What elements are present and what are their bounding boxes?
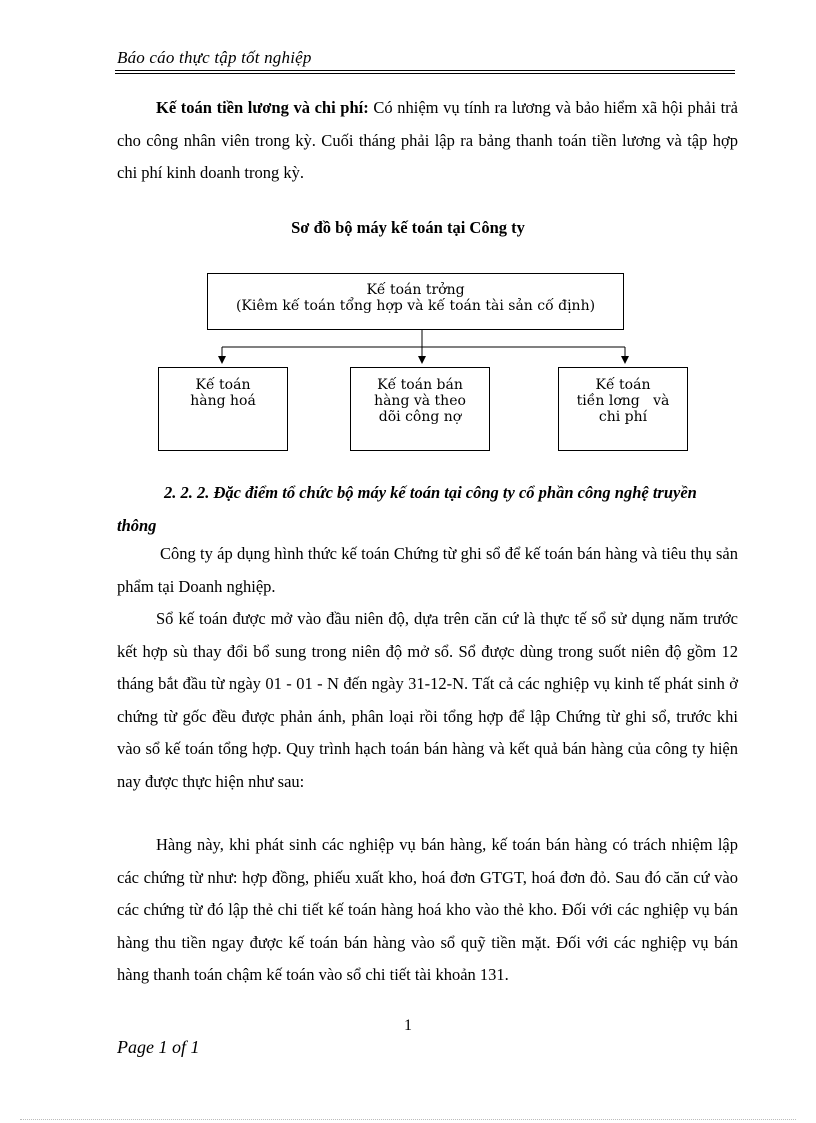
header-rule (115, 70, 735, 71)
body-paragraph-3: Hàng này, khi phát sinh các nghiệp vụ bán hàng, kế toán bán hàng có trách nhiệm lập các chứng từ như: hợp đồng, phiếu xuất kho, hoá đơn GTGT, hoá đơn đỏ. Sau đó căn cứ vào các chứng từ đó lập thẻ chi tiết kế toán hàng hoá kho vào thẻ kho. Đối với các nghiệp vụ bán hàng thu tiền ngay được kế toán bán hàng vào sổ quỹ tiền mặt. Đối với các nghiệp vụ bán hàng thanh toán chậm kế toán vào sổ chi tiết tài khoản 131. (117, 835, 738, 984)
page-footer: Page 1 of 1 (117, 1037, 200, 1057)
header-rule-double (115, 73, 735, 74)
intro-lead: Kế toán tiền lương và chi phí: (156, 98, 369, 117)
chief-accountant-box (207, 273, 624, 330)
page-header: Báo cáo thực tập tốt nghiệp (117, 48, 312, 67)
diagram-title: Sơ đồ bộ máy kế toán tại Công ty (291, 218, 525, 237)
intro-paragraph (117, 92, 738, 190)
section-heading (117, 477, 738, 542)
sales-accountant-box (350, 367, 490, 451)
box-line: dõi công nợ (378, 409, 462, 425)
chief-accountant-title: Kế toán trởng (366, 282, 465, 298)
page-edge-divider (20, 1119, 796, 1120)
box-line: hàng và theo (374, 393, 466, 409)
box-line: Kế toán (595, 377, 651, 393)
page-number: 1 (404, 1017, 412, 1034)
intro-text: Có nhiệm vụ tính ra lương và bảo hiểm xã hội phải trả cho công nhân viên trong kỳ. Cuối tháng phải lập ra bảng thanh toán tiền lương và tập hợp chi phí kinh doanh trong kỳ. (117, 98, 739, 182)
chief-accountant-subtitle: (Kiêm kế toán tổng hợp và kế toán tài sản cố định) (235, 298, 596, 314)
box-line: tiền lơng và (576, 393, 670, 409)
body-paragraph-1: Công ty áp dụng hình thức kế toán Chứng từ ghi sổ để kế toán bán hàng và tiêu thụ sản phẩm tại Doanh nghiệp. (117, 544, 738, 596)
payroll-accountant-box (558, 367, 688, 451)
box-line: chi phí (598, 409, 648, 425)
section-number: 2. 2. 2. (164, 483, 214, 502)
goods-accountant-box (158, 367, 288, 451)
box-line: hàng hoá (190, 393, 256, 409)
box-line: Kế toán bán (377, 377, 463, 393)
box-line: Kế toán (195, 377, 251, 393)
section-title: Đặc điểm tổ chức bộ máy kế toán tại công ty cổ phần công nghệ truyền thông (117, 483, 697, 535)
body-paragraph-2: Sổ kế toán được mở vào đầu niên độ, dựa trên căn cứ là thực tế sổ sử dụng năm trước kết hợp sù thay đổi bổ sung trong niên độ mở sổ. Sổ được dùng trong suốt niên độ gồm 12 tháng bắt đầu từ ngày 01 - 01 - N đến ngày 31-12-N. Tất cả các nghiệp vụ kinh tế phát sinh ở chứng từ gốc đều được phản ánh, phân loại rồi tổng hợp để lập Chứng từ ghi sổ, trước khi vào sổ kế toán tổng hợp. Quy trình hạch toán bán hàng và kết quả bán hàng của công ty hiện nay được thực hiện như sau: (117, 609, 738, 791)
